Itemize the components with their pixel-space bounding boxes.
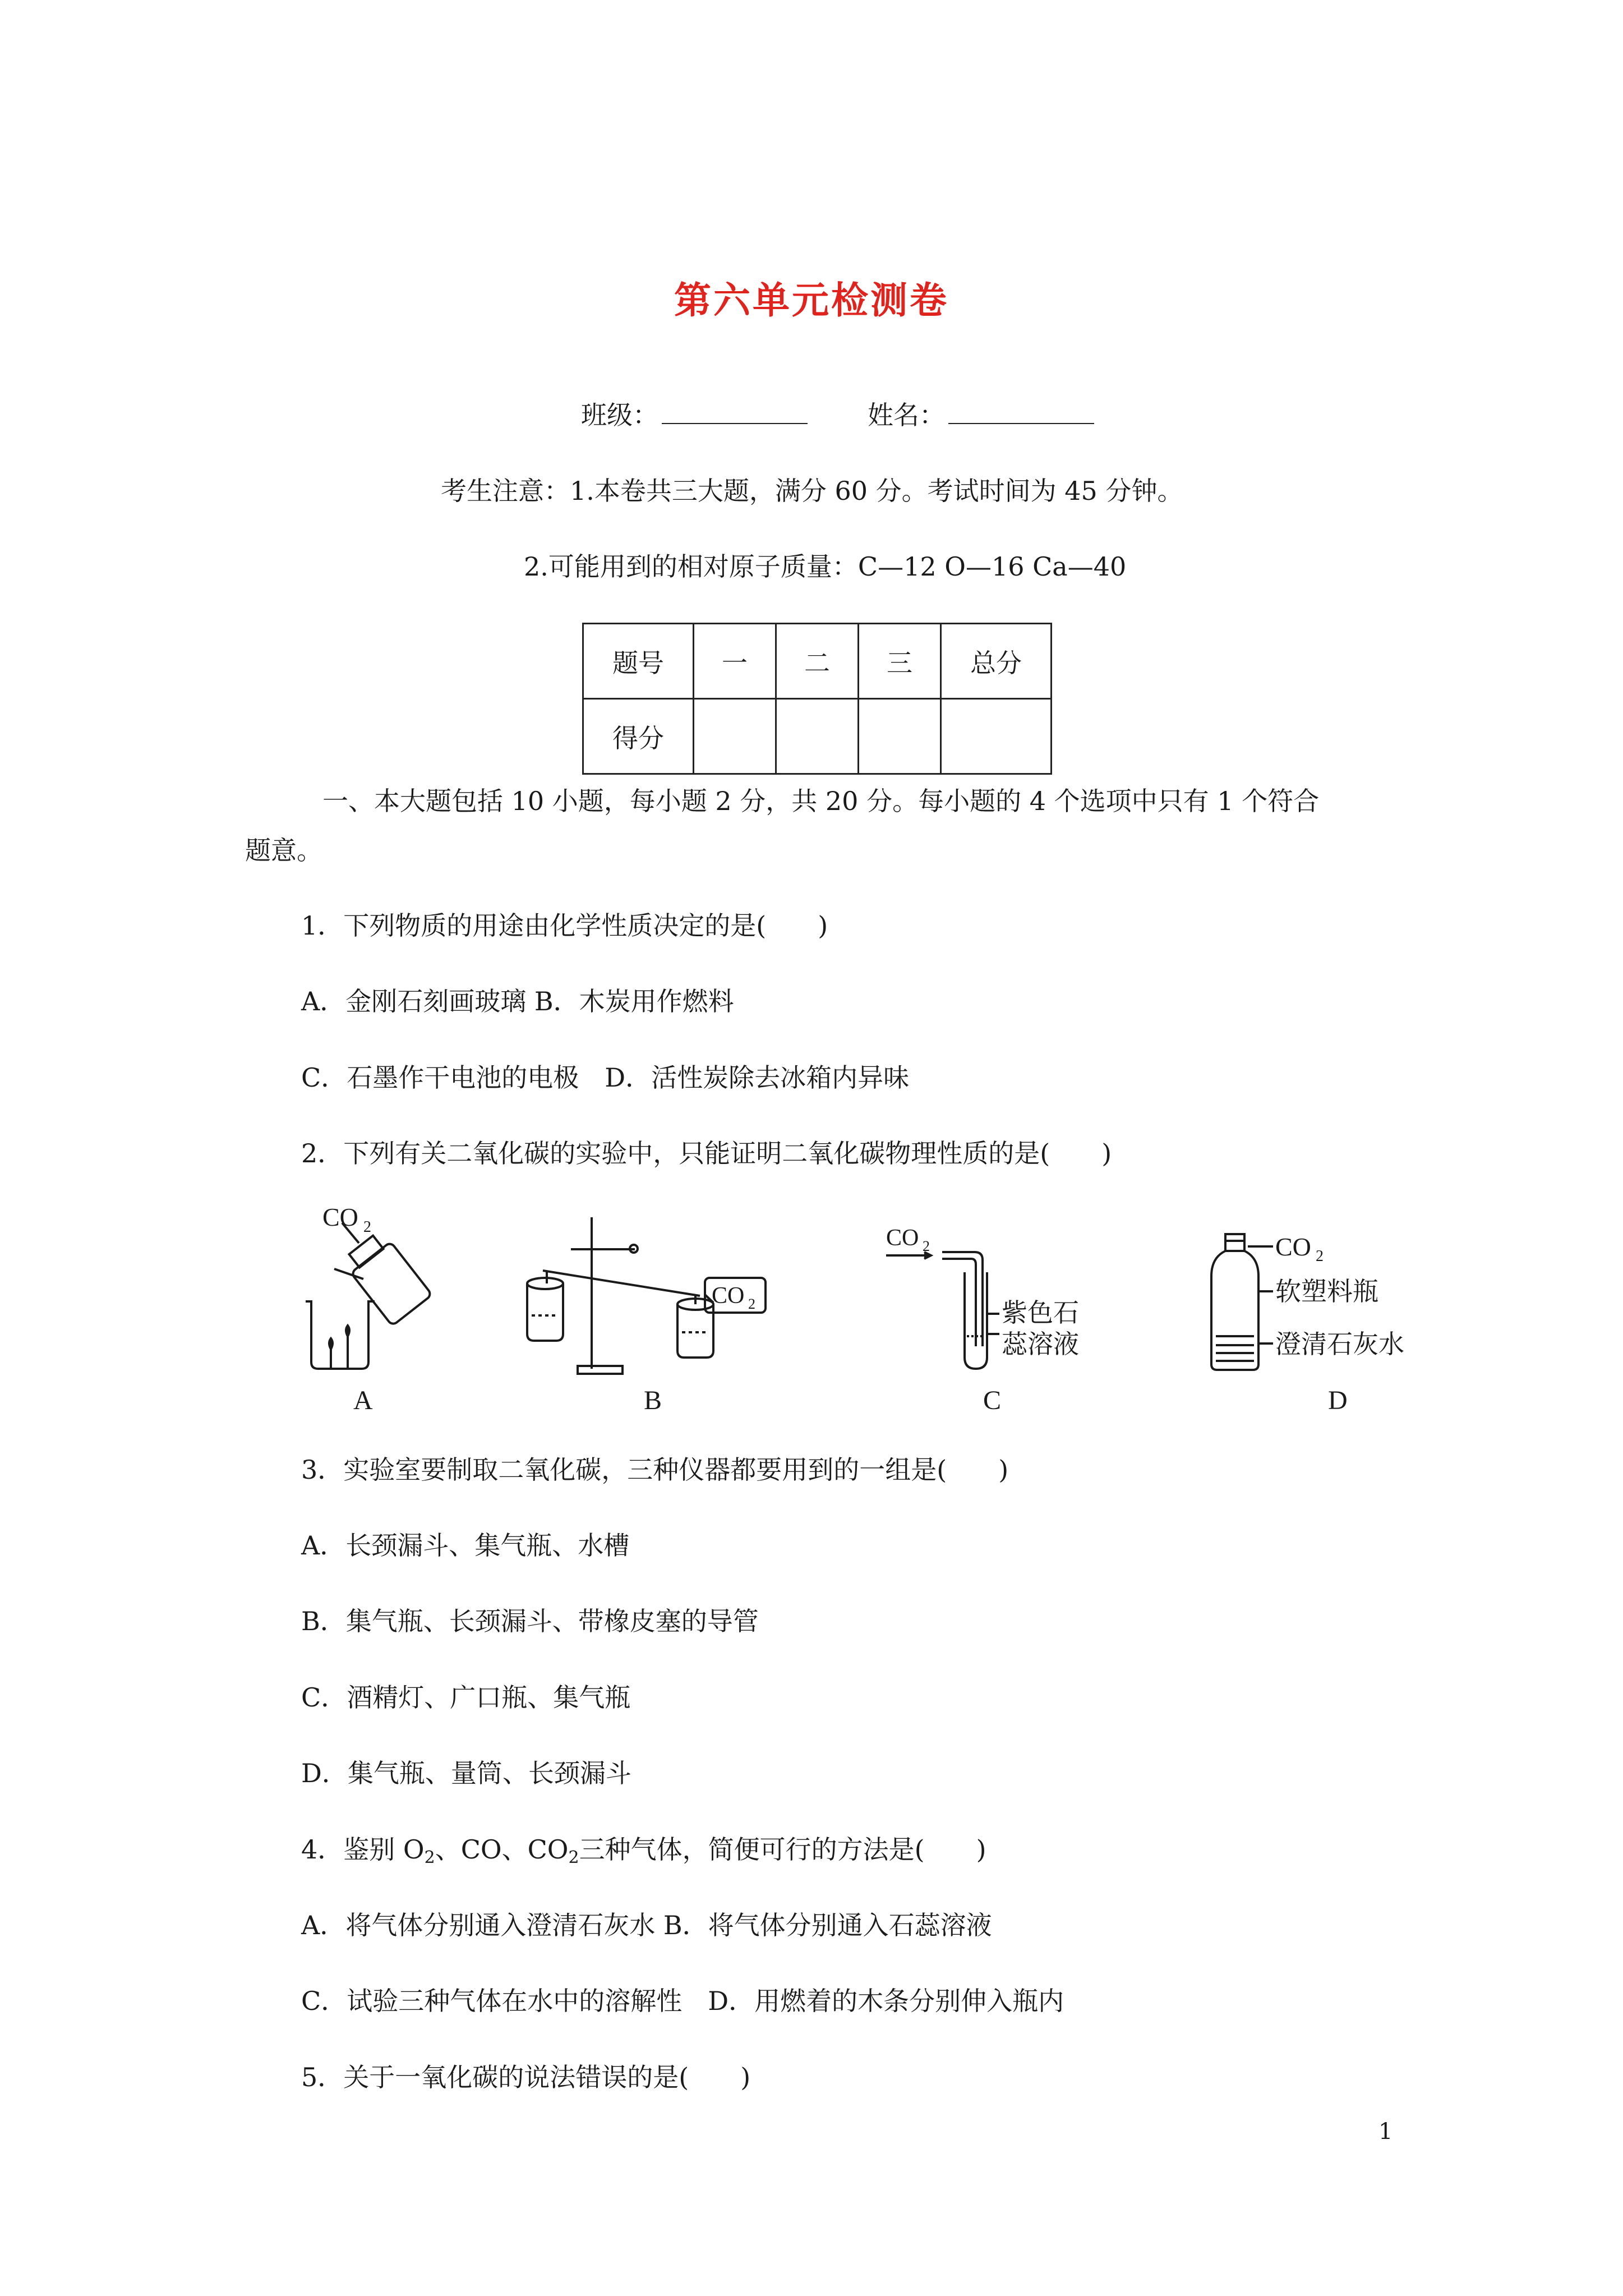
score-table-score-row (583, 699, 1052, 774)
score-table-header-row (583, 624, 1052, 699)
q4-stem (301, 1833, 986, 1866)
q3-option-d: D．集气瓶、量筒、长颈漏斗 (301, 1758, 631, 1788)
q1-stem: 1．下列物质的用途由化学性质决定的是( ) (301, 910, 828, 941)
score-cell: 一 (694, 624, 776, 699)
q4-sub: 2 (424, 1848, 435, 1867)
q2-figures (292, 1206, 1469, 1414)
q3-option-b: B．集气瓶、长颈漏斗、带橡皮塞的导管 (301, 1606, 759, 1636)
score-cell: 题号 (583, 624, 694, 699)
figure-b-co2-label: CO (712, 1283, 745, 1309)
class-label: 班级： (581, 400, 658, 430)
score-input-cell[interactable] (694, 699, 776, 774)
figure-d-apparatus (1211, 1234, 1273, 1370)
score-cell: 二 (776, 624, 859, 699)
q2-stem: 2．下列有关二氧化碳的实验中，只能证明二氧化碳物理性质的是( ) (301, 1138, 1112, 1168)
q4-stem-part: 4．鉴别 O (301, 1834, 425, 1865)
q4-sub: 2 (568, 1848, 579, 1867)
q1-options-cd: C．石墨作干电池的电极 D．活性炭除去冰箱内异味 (301, 1062, 910, 1093)
score-input-cell[interactable] (859, 699, 941, 774)
figure-c-label-2: 蕊溶液 (1002, 1329, 1079, 1359)
name-blank[interactable] (948, 401, 1094, 424)
figure-d-caption: D (1328, 1386, 1348, 1414)
figure-d-label-1: 软塑料瓶 (1275, 1276, 1378, 1306)
figure-a-co2-label: CO (322, 1206, 358, 1231)
q5-stem: 5．关于一氧化碳的说法错误的是( ) (301, 2062, 751, 2092)
figure-c-label-1: 紫色石 (1002, 1297, 1079, 1328)
figure-c-co2-label: CO (886, 1225, 919, 1251)
score-cell: 得分 (583, 699, 694, 774)
name-field (868, 398, 1094, 432)
q4-stem-part: 、CO、CO (435, 1834, 569, 1865)
figure-c-co2-sub: 2 (923, 1238, 930, 1254)
figure-c-caption: C (983, 1386, 1002, 1414)
section-1-intro: 一、本大题包括 10 小题，每小题 2 分，共 20 分。每小题的 4 个选项中只有 1 个符合 (322, 786, 1320, 816)
q3-option-a: A．长颈漏斗、集气瓶、水槽 (301, 1530, 630, 1561)
figure-b-caption: B (644, 1386, 662, 1414)
page-number: 1 (1378, 2119, 1393, 2145)
class-field (581, 398, 808, 432)
score-input-cell[interactable] (776, 699, 859, 774)
figure-d-co2-sub: 2 (1316, 1248, 1324, 1265)
figure-b-co2-sub: 2 (748, 1296, 755, 1312)
class-blank[interactable] (662, 401, 808, 424)
q1-options-ab: A．金刚石刻画玻璃 B．木炭用作燃料 (301, 986, 734, 1016)
score-cell: 三 (859, 624, 941, 699)
figure-d-co2-label: CO (1275, 1232, 1311, 1261)
section-1-intro-cont: 题意。 (245, 835, 322, 866)
q4-stem-part: 三种气体，简便可行的方法是( ) (579, 1834, 986, 1865)
name-label: 姓名： (868, 400, 945, 430)
q4-options-cd: C．试验三种气体在水中的溶解性 D．用燃着的木条分别伸入瓶内 (301, 1986, 1064, 2016)
figure-a-apparatus (306, 1223, 432, 1369)
figure-a-caption: A (353, 1386, 373, 1414)
figure-a-co2-sub: 2 (363, 1218, 371, 1236)
score-table (582, 623, 1052, 775)
score-cell: 总分 (941, 624, 1052, 699)
q3-stem: 3．实验室要制取二氧化碳，三种仪器都要用到的一组是( ) (301, 1455, 1009, 1485)
q4-options-ab: A．将气体分别通入澄清石灰水 B．将气体分别通入石蕊溶液 (301, 1910, 992, 1940)
q3-option-c: C．酒精灯、广口瓶、集气瓶 (301, 1682, 631, 1713)
notice-line-1: 考生注意：1.本卷共三大题，满分 60 分。考试时间为 45 分钟。 (441, 476, 1183, 506)
page-title: 第六单元检测卷 (674, 278, 949, 322)
notice-line-2: 2.可能用到的相对原子质量：C—12 O—16 Ca—40 (524, 551, 1127, 582)
figure-d-label-2: 澄清石灰水 (1275, 1329, 1404, 1359)
score-input-cell[interactable] (941, 699, 1052, 774)
